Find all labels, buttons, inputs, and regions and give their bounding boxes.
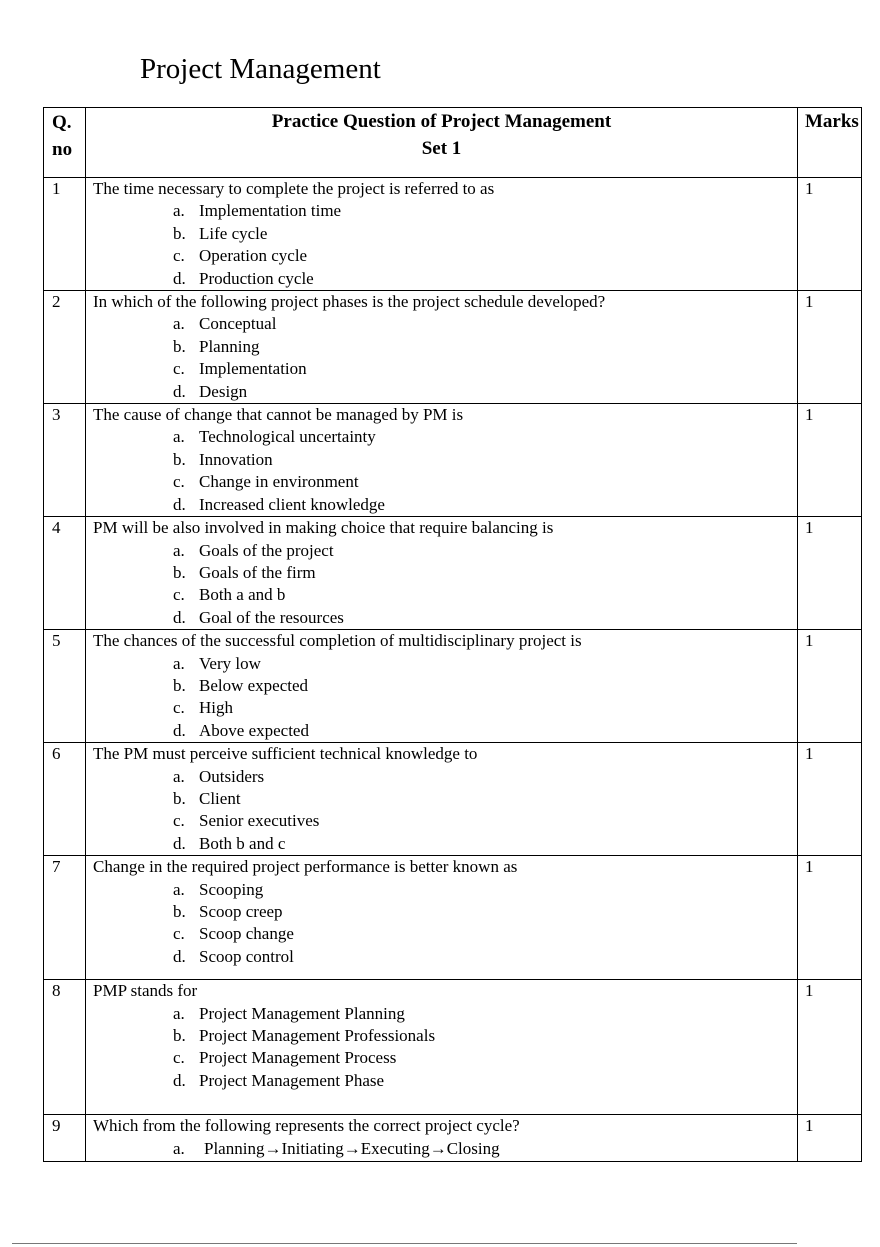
option-item	[173, 901, 797, 923]
question-text: PM will be also involved in making choice that require balancing is	[93, 518, 554, 538]
option-letter: c.	[173, 359, 185, 379]
option-text: Very low	[199, 653, 261, 673]
option-item	[173, 1025, 797, 1047]
option-text: Outsiders	[199, 766, 265, 786]
option-item	[173, 381, 797, 403]
question-number: 8	[44, 980, 86, 1115]
question-number: 9	[44, 1115, 86, 1162]
option-letter: a.	[173, 314, 185, 334]
option-list	[93, 1138, 797, 1160]
option-text: Both a and b	[199, 585, 286, 605]
question-text: The PM must perceive sufficient technical knowledge to	[93, 744, 478, 764]
question-number: 6	[44, 743, 86, 856]
question-row	[44, 178, 862, 291]
question-cell	[86, 630, 798, 743]
table-header-row	[44, 108, 862, 178]
question-marks: 1	[798, 178, 862, 291]
option-item	[173, 426, 797, 448]
option-item	[173, 449, 797, 471]
question-number: 7	[44, 856, 86, 980]
option-text: Change in environment	[199, 472, 359, 492]
option-item	[173, 1138, 797, 1160]
question-marks: 1	[798, 980, 862, 1115]
option-item	[173, 720, 797, 742]
question-number: 4	[44, 517, 86, 630]
question-cell	[86, 980, 798, 1115]
option-list	[93, 653, 797, 743]
option-letter: d.	[173, 833, 186, 853]
question-marks: 1	[798, 517, 862, 630]
option-text: Goals of the project	[199, 540, 334, 560]
footer-divider	[12, 1243, 797, 1244]
question-row	[44, 1115, 862, 1162]
option-letter: a.	[173, 653, 185, 673]
option-text: Planning→Initiating→Executing→Closing	[204, 1138, 500, 1158]
option-item	[173, 697, 797, 719]
option-list	[93, 1003, 797, 1093]
option-letter: b.	[173, 223, 186, 243]
header-marks: Marks	[798, 108, 862, 178]
option-item	[173, 788, 797, 810]
page-title: Project Management	[140, 53, 381, 85]
question-text: The time necessary to complete the project is referred to as	[93, 179, 495, 198]
question-table	[43, 107, 862, 1162]
option-text: Goals of the firm	[199, 562, 316, 582]
option-letter: a.	[173, 427, 185, 447]
option-letter: c.	[173, 585, 185, 605]
option-letter: b.	[173, 675, 186, 695]
option-letter: c.	[173, 924, 185, 944]
option-letter: a.	[173, 1138, 185, 1158]
option-text: Conceptual	[199, 314, 277, 334]
header-no-line1: Q.	[52, 112, 72, 133]
option-text: Scooping	[199, 879, 264, 899]
option-text: Scoop change	[199, 924, 294, 944]
option-item	[173, 766, 797, 788]
option-text: Senior executives	[199, 811, 320, 831]
question-cell	[86, 1115, 798, 1162]
option-text: Life cycle	[199, 223, 268, 243]
question-marks: 1	[798, 743, 862, 856]
option-letter: a.	[173, 1003, 185, 1023]
option-item	[173, 245, 797, 267]
question-cell	[86, 404, 798, 517]
question-marks: 1	[798, 404, 862, 517]
option-item	[173, 879, 797, 901]
option-text: Project Management Process	[199, 1048, 397, 1068]
option-letter: b.	[173, 336, 186, 356]
option-letter: d.	[173, 946, 186, 966]
question-marks: 1	[798, 1115, 862, 1162]
option-letter: d.	[173, 1070, 186, 1090]
option-letter: b.	[173, 1026, 186, 1045]
option-item	[173, 471, 797, 493]
option-item	[173, 653, 797, 675]
question-cell	[86, 743, 798, 856]
option-text: Above expected	[199, 720, 309, 740]
question-row	[44, 630, 862, 743]
option-text: Scoop creep	[199, 902, 283, 921]
question-text: In which of the following project phases is the project schedule developed?	[93, 292, 606, 312]
option-item	[173, 923, 797, 945]
option-letter: a.	[173, 766, 185, 786]
option-item	[173, 223, 797, 245]
option-letter: c.	[173, 246, 185, 266]
option-item	[173, 1003, 797, 1025]
question-row	[44, 517, 862, 630]
option-text: Implementation	[199, 359, 307, 379]
question-text: The cause of change that cannot be managed by PM is	[93, 405, 464, 425]
question-row	[44, 291, 862, 404]
option-item	[173, 562, 797, 584]
option-letter: c.	[173, 472, 185, 492]
question-text: PMP stands for	[93, 981, 198, 1001]
question-text: Change in the required project performance is better known as	[93, 857, 518, 877]
option-item	[173, 540, 797, 562]
option-text: Planning	[199, 336, 260, 356]
question-text: Which from the following represents the correct project cycle?	[93, 1116, 520, 1136]
question-cell	[86, 178, 798, 291]
option-item	[173, 833, 797, 855]
question-cell	[86, 291, 798, 404]
header-title-line1: Practice Question of Project Management	[271, 111, 612, 132]
header-no-line2: no	[52, 139, 73, 160]
option-item	[173, 336, 797, 358]
option-item	[173, 1070, 797, 1092]
option-list	[93, 313, 797, 403]
option-item	[173, 494, 797, 516]
option-item	[173, 675, 797, 697]
question-row	[44, 856, 862, 980]
option-text: High	[199, 698, 233, 718]
option-letter: a.	[173, 201, 185, 221]
question-row	[44, 980, 862, 1115]
question-marks: 1	[798, 291, 862, 404]
option-letter: c.	[173, 811, 185, 831]
option-text: Design	[199, 381, 248, 401]
option-text: Technological uncertainty	[199, 427, 376, 447]
question-number: 3	[44, 404, 86, 517]
header-title-line2: Set 1	[421, 138, 462, 159]
option-text: Increased client knowledge	[199, 494, 385, 514]
question-cell	[86, 517, 798, 630]
option-item	[173, 358, 797, 380]
option-letter: a.	[173, 540, 185, 560]
question-number: 1	[44, 178, 86, 291]
option-list	[93, 540, 797, 630]
option-text: Project Management Planning	[199, 1003, 405, 1023]
question-number: 2	[44, 291, 86, 404]
option-list	[93, 426, 797, 516]
option-letter: b.	[173, 788, 186, 808]
option-letter: d.	[173, 494, 186, 514]
option-item	[173, 810, 797, 832]
question-row	[44, 404, 862, 517]
option-item	[173, 584, 797, 606]
option-text: Project Management Professionals	[199, 1026, 436, 1045]
option-text: Client	[199, 788, 241, 808]
option-text: Both b and c	[199, 833, 286, 853]
option-item	[173, 607, 797, 629]
header-question-number	[44, 108, 86, 178]
option-text: Operation cycle	[199, 246, 308, 266]
option-text: Project Management Phase	[199, 1070, 385, 1090]
option-letter: b.	[173, 449, 186, 469]
option-text: Below expected	[199, 675, 309, 695]
option-letter: d.	[173, 720, 186, 740]
option-text: Scoop control	[199, 946, 294, 966]
option-item	[173, 200, 797, 222]
question-cell	[86, 856, 798, 980]
header-title	[86, 108, 798, 178]
option-text: Production cycle	[199, 268, 314, 288]
option-text: Implementation time	[199, 201, 342, 221]
option-letter: c.	[173, 1048, 185, 1068]
option-letter: d.	[173, 607, 186, 627]
option-list	[93, 766, 797, 856]
option-item	[173, 946, 797, 968]
option-item	[173, 268, 797, 290]
option-letter: a.	[173, 879, 185, 899]
question-number: 5	[44, 630, 86, 743]
option-letter: c.	[173, 698, 185, 718]
option-item	[173, 1047, 797, 1069]
question-marks: 1	[798, 856, 862, 980]
option-letter: b.	[173, 902, 186, 921]
option-text: Innovation	[199, 449, 273, 469]
option-list	[93, 200, 797, 290]
option-list	[93, 879, 797, 969]
option-item	[173, 313, 797, 335]
question-text: The chances of the successful completion of multidisciplinary project is	[93, 631, 582, 651]
option-letter: d.	[173, 381, 186, 401]
option-letter: d.	[173, 268, 186, 288]
option-letter: b.	[173, 562, 186, 582]
option-text: Goal of the resources	[199, 607, 344, 627]
question-row	[44, 743, 862, 856]
question-marks: 1	[798, 630, 862, 743]
